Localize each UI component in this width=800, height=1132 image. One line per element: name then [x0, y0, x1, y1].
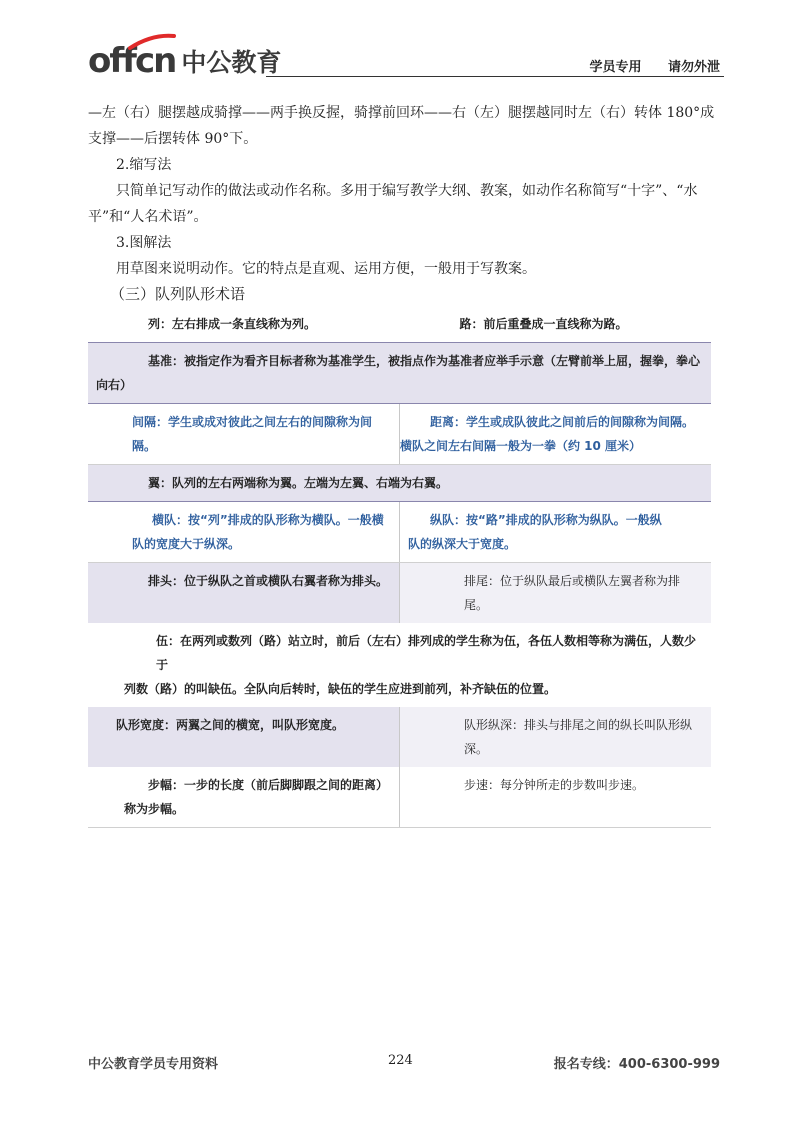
- table-row: [88, 707, 711, 767]
- term-juli: [400, 404, 712, 465]
- term-wu-line-1: 伍：在两列或数列（路）站立时，前后（左右）排列成的学生称为伍，各伍人数相等称为满伍，人数少于: [156, 634, 697, 672]
- term-zongdui: [400, 502, 712, 563]
- header-tag-student: 学员专用: [589, 60, 642, 75]
- footer-left-text: 中公教育学员专用资料: [88, 1057, 219, 1072]
- formation-terms-table: [88, 306, 711, 828]
- logo-cn-text: 中公教育: [181, 48, 282, 77]
- term-wu-line-2: 列数（路）的叫缺伍。全队向后转时，缺伍的学生应进到前列，补齐缺伍的位置。: [124, 682, 557, 696]
- term-lu: 路：前后重叠成一直线称为路。: [459, 317, 628, 331]
- paragraph-1-line-1: —左（右）腿摆越成骑撑——两手换反握，骑撑前回环——右（左）腿摆越同时左（右）转体 180°成: [88, 105, 715, 121]
- term-zongshen: 队形纵深：排头与排尾之间的纵长叫队形纵深。: [400, 707, 712, 767]
- header-tag-confidential: 请勿外泄: [667, 60, 720, 75]
- logo-swoosh-icon: [128, 32, 176, 50]
- table-row: [88, 343, 711, 404]
- table-row: [88, 563, 711, 624]
- logo-latin-text: offcn: [88, 41, 176, 81]
- term-zongdui-line-2: 队的纵深大于宽度。: [408, 537, 517, 551]
- term-lie: 列：左右排成一条直线称为列。: [148, 317, 317, 331]
- body-text: [88, 100, 720, 282]
- term-juli-line-1: 距离：学生或成队彼此之间前后的间隙称为间隔。: [430, 415, 695, 429]
- section-title: （三）队列队形术语: [110, 285, 246, 303]
- term-juli-line-2: 横队之间左右间隔一般为一拳（约 10 厘米）: [400, 439, 642, 453]
- term-busu: 步速：每分钟所走的步数叫步速。: [400, 767, 712, 828]
- heading-abbreviation: 2.缩写法: [116, 157, 172, 173]
- term-wu: [88, 623, 711, 707]
- term-jizhun-line-2: 向右）: [96, 378, 133, 392]
- page-footer: [88, 1053, 720, 1077]
- paragraph-1-line-2: 支撑——后摆转体 90°下。: [88, 131, 258, 147]
- term-yi: 翼：队列的左右两端称为翼。左端为左翼、右端为右翼。: [88, 465, 711, 502]
- offcn-logo: [88, 40, 282, 81]
- term-bufu: [88, 767, 400, 828]
- term-hengdui-line-2: 队的宽度大于纵深。: [132, 537, 241, 551]
- table-row: [88, 502, 711, 563]
- header-tags: [577, 56, 720, 75]
- page-number: 224: [388, 1053, 413, 1068]
- term-bufu-line-2: 称为步幅。: [124, 802, 185, 816]
- term-jizhun-line-1: 基准：被指定作为看齐目标者称为基准学生，被指点作为基准者应举手示意（左臂前举上屈，握拳，拳心: [148, 354, 701, 368]
- term-bufu-line-1: 步幅：一步的长度（前后脚脚跟之间的距离）: [148, 778, 389, 792]
- term-paiwei: 排尾：位于纵队最后或横队左翼者称为排尾。: [400, 563, 712, 624]
- header-rule: [266, 76, 724, 77]
- table-row: [88, 623, 711, 707]
- paragraph-2-line-1: 只简单记写动作的做法或动作名称。多用于编写教学大纲、教案，如动作名称简写“十字”、“水: [116, 183, 698, 199]
- table-row: [88, 767, 711, 828]
- table-row: [88, 306, 711, 343]
- term-jiange: 间隔：学生或成对彼此之间左右的间隙称为间隔。: [88, 404, 400, 465]
- page-header: [88, 36, 724, 80]
- term-jizhun: [88, 343, 711, 404]
- term-hengdui-line-1: 横队：按“列”排成的队形称为横队。一般横: [152, 513, 384, 527]
- term-zongdui-line-1: 纵队：按“路”排成的队形称为纵队。一般纵: [430, 513, 662, 527]
- term-kuandu: 队形宽度：两翼之间的横宽，叫队形宽度。: [88, 707, 400, 767]
- heading-diagram: 3.图解法: [116, 235, 172, 251]
- table-row: [88, 465, 711, 502]
- paragraph-2-line-2: 平”和“人名术语”。: [88, 209, 208, 225]
- term-paitou: 排头：位于纵队之首或横队右翼者称为排头。: [88, 563, 400, 624]
- table-row: [88, 404, 711, 465]
- term-hengdui: [88, 502, 400, 563]
- footer-hotline: 报名专线：400-6300-999: [553, 1057, 720, 1072]
- paragraph-3: 用草图来说明动作。它的特点是直观、运用方便，一般用于写教案。: [116, 261, 536, 277]
